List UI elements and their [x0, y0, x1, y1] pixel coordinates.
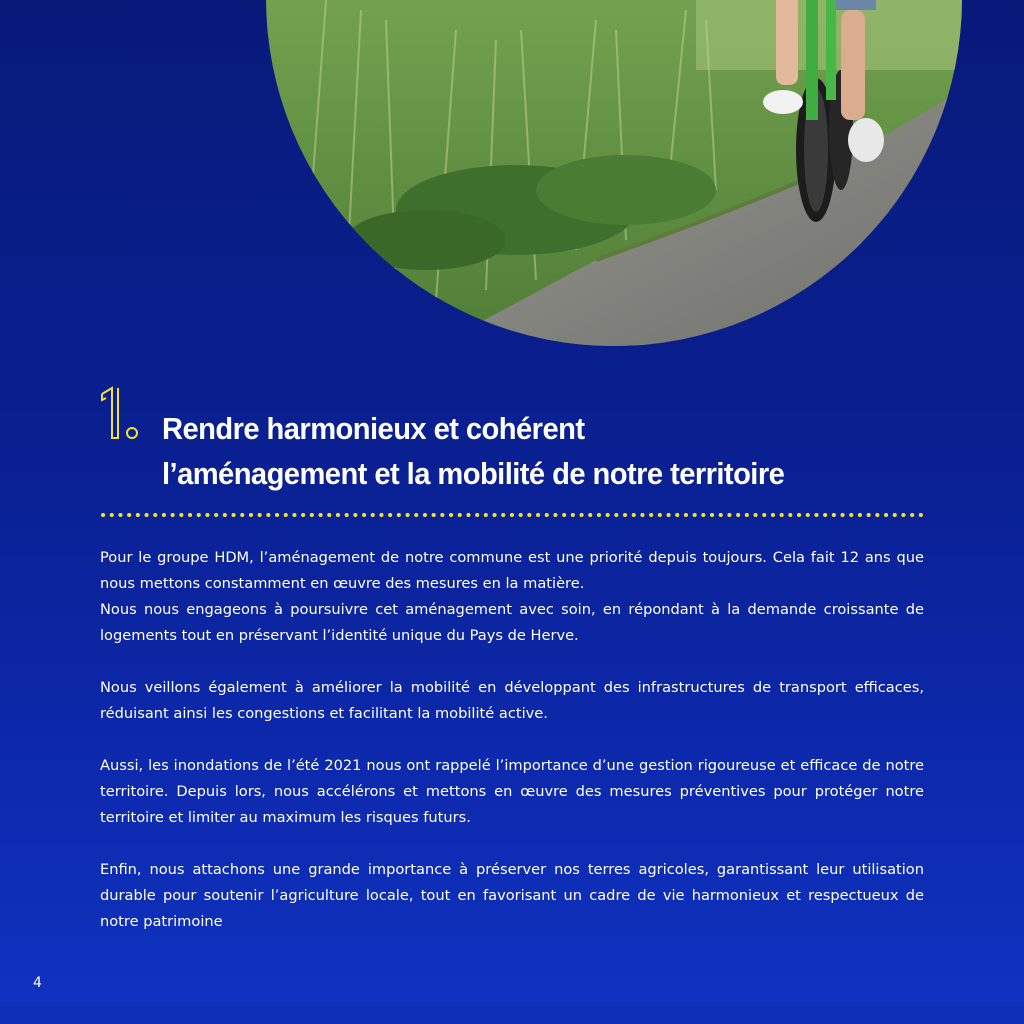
paragraph-1	[100, 545, 924, 649]
paragraph-1-sentence-b: Nous nous engageons à poursuivre cet aménagement avec soin, en répondant à la demande croissante de logements tout en préservant l’identité unique du Pays de Herve.	[100, 601, 924, 644]
bottom-band	[0, 1002, 1024, 1024]
cyclist-photo	[266, 0, 962, 346]
dotted-divider	[100, 512, 924, 518]
section-number-icon	[98, 386, 142, 442]
paragraph-2: Nous veillons également à améliorer la mobilité en développant des infrastructures de transport efficaces, réduisant ainsi les congestions et facilitant la mobilité active.	[100, 679, 924, 722]
paragraph-4: Enfin, nous attachons une grande importance à préserver nos terres agricoles, garantissant leur utilisation durable pour soutenir l’agriculture locale, tout en favorisant un cadre de vie harmonieux et respectueux de notre patrimoine	[100, 861, 924, 930]
section-title	[162, 406, 784, 496]
paragraph-1-sentence-a: Pour le groupe HDM, l’aménagement de notre commune est une priorité depuis toujours. Cela fait 12 ans que nous mettons constamment en œuvre des mesures en la matière.	[100, 549, 924, 592]
page-number: 4	[33, 975, 42, 991]
section-title-line-2: l’aménagement et la mobilité de notre territoire	[162, 456, 785, 491]
body-copy	[100, 545, 924, 935]
paragraph-3: Aussi, les inondations de l’été 2021 nous ont rappelé l’importance d’une gestion rigoureuse et efficace de notre territoire. Depuis lors, nous accélérons et mettons en œuvre des mesures préventives pour protéger notre territoire et limiter au maximum les risques futurs.	[100, 757, 924, 826]
section-title-line-1: Rendre harmonieux et cohérent	[162, 411, 585, 446]
